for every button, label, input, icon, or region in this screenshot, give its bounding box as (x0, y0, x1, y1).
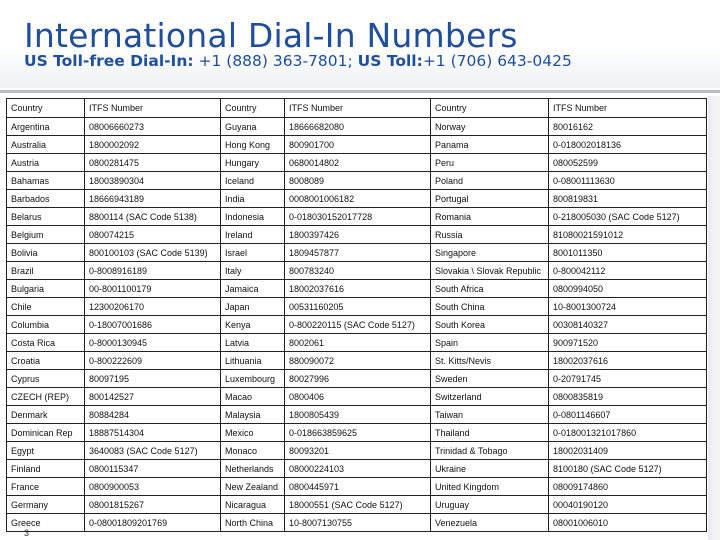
itfs-number-cell: 08006660273 (85, 118, 221, 136)
itfs-number-cell: 0-800222609 (85, 352, 221, 370)
country-cell: Belarus (7, 208, 85, 226)
itfs-number-cell: 1800002092 (85, 136, 221, 154)
table-row (7, 478, 707, 496)
header-cell: Country (431, 99, 549, 118)
country-cell: Italy (221, 262, 285, 280)
itfs-number-cell: 080074215 (85, 226, 221, 244)
country-cell: Denmark (7, 406, 85, 424)
country-cell: Egypt (7, 442, 85, 460)
itfs-number-cell: 0800900053 (85, 478, 221, 496)
table-row (7, 136, 707, 154)
country-cell: Nicaragua (221, 496, 285, 514)
country-cell: Croatia (7, 352, 85, 370)
itfs-number-cell: 00531160205 (285, 298, 431, 316)
page-subtitle (24, 52, 572, 70)
country-cell: Barbados (7, 190, 85, 208)
country-cell: Norway (431, 118, 549, 136)
country-cell: Germany (7, 496, 85, 514)
itfs-number-cell: 18887514304 (85, 424, 221, 442)
itfs-number-cell: 18666943189 (85, 190, 221, 208)
header-cell: ITFS Number (85, 99, 221, 118)
itfs-number-cell: 80093201 (285, 442, 431, 460)
page-number: 3 (24, 528, 30, 538)
itfs-number-cell: 08001815267 (85, 496, 221, 514)
country-cell: Ukraine (431, 460, 549, 478)
itfs-number-cell: 800100103 (SAC Code 5139) (85, 244, 221, 262)
table-row (7, 442, 707, 460)
itfs-number-cell: 80884284 (85, 406, 221, 424)
country-cell: Monaco (221, 442, 285, 460)
itfs-number-cell: 18002031409 (549, 442, 707, 460)
itfs-number-cell: 8002061 (285, 334, 431, 352)
country-cell: Russia (431, 226, 549, 244)
country-cell: Bulgaria (7, 280, 85, 298)
table-row (7, 298, 707, 316)
country-cell: CZECH (REP) (7, 388, 85, 406)
itfs-number-cell: 800901700 (285, 136, 431, 154)
itfs-number-cell: 0-8008916189 (85, 262, 221, 280)
country-cell: Taiwan (431, 406, 549, 424)
toll-number: +1 (706) 643-0425 (422, 52, 572, 70)
country-cell: New Zealand (221, 478, 285, 496)
table-row (7, 460, 707, 478)
itfs-number-cell: 8001011350 (549, 244, 707, 262)
country-cell: United Kingdom (431, 478, 549, 496)
country-cell: Macao (221, 388, 285, 406)
itfs-number-cell: 1800397426 (285, 226, 431, 244)
country-cell: Peru (431, 154, 549, 172)
itfs-number-cell: 800142527 (85, 388, 221, 406)
country-cell: Jamaica (221, 280, 285, 298)
itfs-number-cell: 00040190120 (549, 496, 707, 514)
table-row (7, 352, 707, 370)
itfs-number-cell: 18002037616 (549, 352, 707, 370)
country-cell: Costa Rica (7, 334, 85, 352)
table-row (7, 334, 707, 352)
table-body (7, 118, 707, 532)
country-cell: Austria (7, 154, 85, 172)
country-cell: Spain (431, 334, 549, 352)
itfs-number-cell: 0800115347 (85, 460, 221, 478)
itfs-number-cell: 18000551 (SAC Code 5127) (285, 496, 431, 514)
itfs-number-cell: 00308140327 (549, 316, 707, 334)
country-cell: Uruguay (431, 496, 549, 514)
country-cell: North China (221, 514, 285, 532)
itfs-number-cell: 00-8001100179 (85, 280, 221, 298)
country-cell: Romania (431, 208, 549, 226)
itfs-number-cell: 08000224103 (285, 460, 431, 478)
country-cell: Venezuela (431, 514, 549, 532)
table-row (7, 226, 707, 244)
itfs-number-cell: 0-8000130945 (85, 334, 221, 352)
table-row (7, 118, 707, 136)
country-cell: Cyprus (7, 370, 85, 388)
itfs-number-cell: 0-018030152017728 (285, 208, 431, 226)
header-cell: ITFS Number (285, 99, 431, 118)
country-cell: Guyana (221, 118, 285, 136)
itfs-number-cell: 800783240 (285, 262, 431, 280)
itfs-number-cell: 08009174860 (549, 478, 707, 496)
itfs-number-cell: 0-20791745 (549, 370, 707, 388)
toll-free-label: US Toll-free Dial-In: (24, 52, 194, 70)
table-row (7, 406, 707, 424)
itfs-number-cell: 3640083 (SAC Code 5127) (85, 442, 221, 460)
country-cell: Panama (431, 136, 549, 154)
table-row (7, 514, 707, 532)
itfs-number-cell: 0-800220115 (SAC Code 5127) (285, 316, 431, 334)
itfs-number-cell: 0800994050 (549, 280, 707, 298)
itfs-number-cell: 0-18007001686 (85, 316, 221, 334)
itfs-number-cell: 8100180 (SAC Code 5127) (549, 460, 707, 478)
itfs-number-cell: 0-018002018136 (549, 136, 707, 154)
table-row (7, 370, 707, 388)
country-cell: Indonesia (221, 208, 285, 226)
dial-in-table (6, 98, 707, 532)
country-cell: Thailand (431, 424, 549, 442)
table-row (7, 244, 707, 262)
itfs-number-cell: 0-0801146607 (549, 406, 707, 424)
country-cell: Lithuania (221, 352, 285, 370)
country-cell: South China (431, 298, 549, 316)
country-cell: Malaysia (221, 406, 285, 424)
country-cell: Mexico (221, 424, 285, 442)
country-cell: Hong Kong (221, 136, 285, 154)
itfs-number-cell: 080052599 (549, 154, 707, 172)
country-cell: France (7, 478, 85, 496)
table-row (7, 154, 707, 172)
itfs-number-cell: 18003890304 (85, 172, 221, 190)
country-cell: Luxembourg (221, 370, 285, 388)
country-cell: Sweden (431, 370, 549, 388)
country-cell: Kenya (221, 316, 285, 334)
country-cell: South Africa (431, 280, 549, 298)
country-cell: Slovakia \ Slovak Republic (431, 262, 549, 280)
country-cell: Hungary (221, 154, 285, 172)
table-row (7, 190, 707, 208)
table-row (7, 496, 707, 514)
itfs-number-cell: 0008001006182 (285, 190, 431, 208)
table-row (7, 388, 707, 406)
itfs-number-cell: 10-8007130755 (285, 514, 431, 532)
table-row (7, 316, 707, 334)
itfs-number-cell: 0800835819 (549, 388, 707, 406)
table-row (7, 208, 707, 226)
country-cell: Latvia (221, 334, 285, 352)
header-cell: ITFS Number (549, 99, 707, 118)
country-cell: Portugal (431, 190, 549, 208)
itfs-number-cell: 18002037616 (285, 280, 431, 298)
country-cell: Iceland (221, 172, 285, 190)
itfs-number-cell: 0-08001113630 (549, 172, 707, 190)
itfs-number-cell: 0800281475 (85, 154, 221, 172)
table-row (7, 262, 707, 280)
divider (0, 90, 720, 93)
country-cell: Belgium (7, 226, 85, 244)
country-cell: Ireland (221, 226, 285, 244)
itfs-number-cell: 1800805439 (285, 406, 431, 424)
itfs-number-cell: 8800114 (SAC Code 5138) (85, 208, 221, 226)
itfs-number-cell: 12300206170 (85, 298, 221, 316)
header-cell: Country (221, 99, 285, 118)
itfs-number-cell: 80016162 (549, 118, 707, 136)
country-cell: Switzerland (431, 388, 549, 406)
itfs-number-cell: 1809457877 (285, 244, 431, 262)
itfs-number-cell: 0-800042112 (549, 262, 707, 280)
country-cell: Argentina (7, 118, 85, 136)
itfs-number-cell: 8008089 (285, 172, 431, 190)
table-row (7, 172, 707, 190)
country-cell: Netherlands (221, 460, 285, 478)
country-cell: South Korea (431, 316, 549, 334)
itfs-number-cell: 18666682080 (285, 118, 431, 136)
dial-in-table-container (6, 98, 706, 532)
itfs-number-cell: 900971520 (549, 334, 707, 352)
toll-free-number: +1 (888) 363-7801; (198, 52, 353, 70)
country-cell: St. Kitts/Nevis (431, 352, 549, 370)
country-cell: Brazil (7, 262, 85, 280)
country-cell: Bahamas (7, 172, 85, 190)
table-row (7, 424, 707, 442)
itfs-number-cell: 800819831 (549, 190, 707, 208)
country-cell: Columbia (7, 316, 85, 334)
country-cell: Singapore (431, 244, 549, 262)
country-cell: Trinidad & Tobago (431, 442, 549, 460)
itfs-number-cell: 880090072 (285, 352, 431, 370)
page-edge-shadow (708, 96, 720, 540)
itfs-number-cell: 0-218005030 (SAC Code 5127) (549, 208, 707, 226)
header-cell: Country (7, 99, 85, 118)
country-cell: Japan (221, 298, 285, 316)
itfs-number-cell: 0-018663859625 (285, 424, 431, 442)
country-cell: Dominican Rep (7, 424, 85, 442)
itfs-number-cell: 0-08001809201769 (85, 514, 221, 532)
table-header-row (7, 99, 707, 118)
country-cell: India (221, 190, 285, 208)
itfs-number-cell: 81080021591012 (549, 226, 707, 244)
country-cell: Poland (431, 172, 549, 190)
country-cell: Finland (7, 460, 85, 478)
country-cell: Chile (7, 298, 85, 316)
country-cell: Israel (221, 244, 285, 262)
itfs-number-cell: 0680014802 (285, 154, 431, 172)
itfs-number-cell: 0800406 (285, 388, 431, 406)
itfs-number-cell: 80097195 (85, 370, 221, 388)
table-row (7, 280, 707, 298)
itfs-number-cell: 08001006010 (549, 514, 707, 532)
country-cell: Bolivia (7, 244, 85, 262)
itfs-number-cell: 10-8001300724 (549, 298, 707, 316)
itfs-number-cell: 0-018001321017860 (549, 424, 707, 442)
country-cell: Australia (7, 136, 85, 154)
page-title: International Dial-In Numbers (24, 16, 518, 55)
itfs-number-cell: 0800445971 (285, 478, 431, 496)
itfs-number-cell: 80027996 (285, 370, 431, 388)
toll-label: US Toll: (357, 52, 423, 70)
country-cell: Greece (7, 514, 85, 532)
